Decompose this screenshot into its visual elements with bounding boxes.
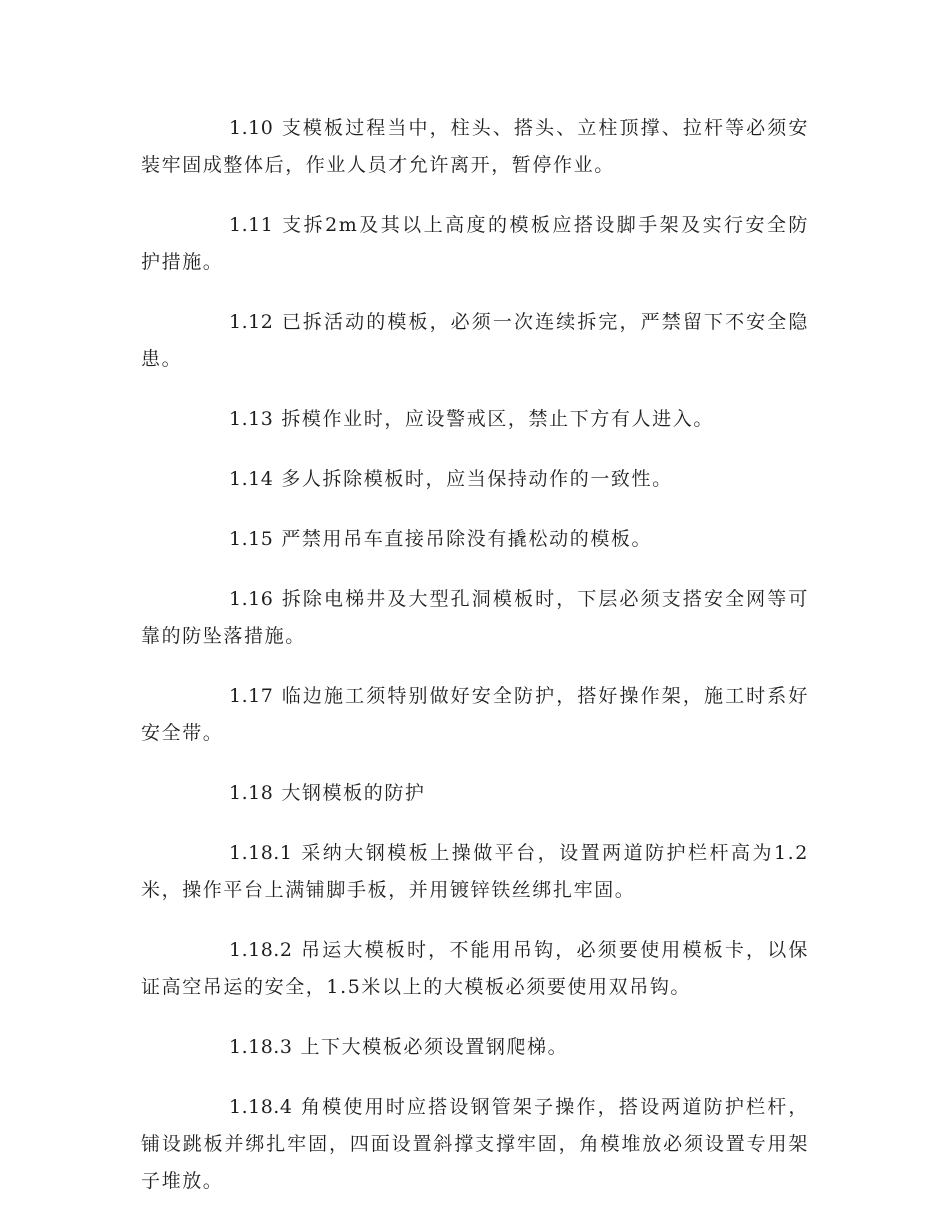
paragraph-text: 严禁用吊车直接吊除没有撬松动的模板。 xyxy=(281,528,653,550)
paragraph-number: 1.13 xyxy=(229,408,274,430)
paragraph-text: 采纳大钢模板上操做平台，设置两道防护栏杆高为1.2米，操作平台上满铺脚手板，并用镀锌铁丝绑扎牢固。 xyxy=(141,842,809,901)
paragraph-number: 1.16 xyxy=(229,588,274,610)
paragraph-number: 1.18.1 xyxy=(229,842,293,864)
paragraph-text: 角模使用时应搭设钢管架子操作，搭设两道防护栏杆，铺设跳板并绑扎牢固，四面设置斜撑支撑牢固，角模堆放必须设置专用架子堆放。 xyxy=(141,1096,809,1192)
paragraph-1-13 xyxy=(141,401,809,438)
paragraph-number: 1.15 xyxy=(229,528,274,550)
paragraph-text: 已拆活动的模板，必须一次连续拆完，严禁留下不安全隐患。 xyxy=(141,311,809,370)
paragraph-number: 1.18.3 xyxy=(229,1036,293,1058)
paragraph-1-18-3 xyxy=(141,1029,809,1066)
paragraph-text: 大钢模板的防护 xyxy=(281,782,426,804)
paragraph-text: 支模板过程当中，柱头、搭头、立柱顶撑、拉杆等必须安装牢固成整体后，作业人员才允许离开，暂停作业。 xyxy=(141,117,809,176)
paragraph-number: 1.18 xyxy=(229,782,274,804)
paragraph-1-15 xyxy=(141,521,809,558)
paragraph-number: 1.17 xyxy=(229,685,274,707)
paragraph-1-17 xyxy=(141,678,809,752)
paragraph-number: 1.14 xyxy=(229,468,274,490)
paragraph-text: 支拆2m及其以上高度的模板应搭设脚手架及实行安全防护措施。 xyxy=(141,214,809,273)
paragraph-number: 1.12 xyxy=(229,311,274,333)
paragraph-1-18 xyxy=(141,775,809,812)
paragraph-1-16 xyxy=(141,581,809,655)
paragraph-text: 上下大模板必须设置钢爬梯。 xyxy=(300,1036,569,1058)
paragraph-number: 1.10 xyxy=(229,117,274,139)
paragraph-1-12 xyxy=(141,304,809,378)
paragraph-number: 1.18.4 xyxy=(229,1096,293,1118)
paragraph-1-11 xyxy=(141,207,809,281)
paragraph-number: 1.11 xyxy=(229,214,274,236)
paragraph-text: 临边施工须特别做好安全防护，搭好操作架，施工时系好安全带。 xyxy=(141,685,809,744)
paragraph-text: 拆除电梯井及大型孔洞模板时，下层必须支搭安全网等可靠的防坠落措施。 xyxy=(141,588,809,647)
paragraph-1-18-1 xyxy=(141,835,809,909)
paragraph-1-14 xyxy=(141,461,809,498)
paragraph-text: 多人拆除模板时，应当保持动作的一致性。 xyxy=(281,468,673,490)
paragraph-1-18-2 xyxy=(141,932,809,1006)
paragraph-text: 吊运大模板时，不能用吊钩，必须要使用模板卡，以保证高空吊运的安全，1.5米以上的大模板必须要使用双吊钩。 xyxy=(141,939,809,998)
paragraph-1-18-4 xyxy=(141,1089,809,1200)
document-body xyxy=(141,110,809,1223)
paragraph-1-10 xyxy=(141,110,809,184)
paragraph-text: 拆模作业时，应设警戒区，禁止下方有人进入。 xyxy=(281,408,714,430)
paragraph-number: 1.18.2 xyxy=(229,939,293,961)
